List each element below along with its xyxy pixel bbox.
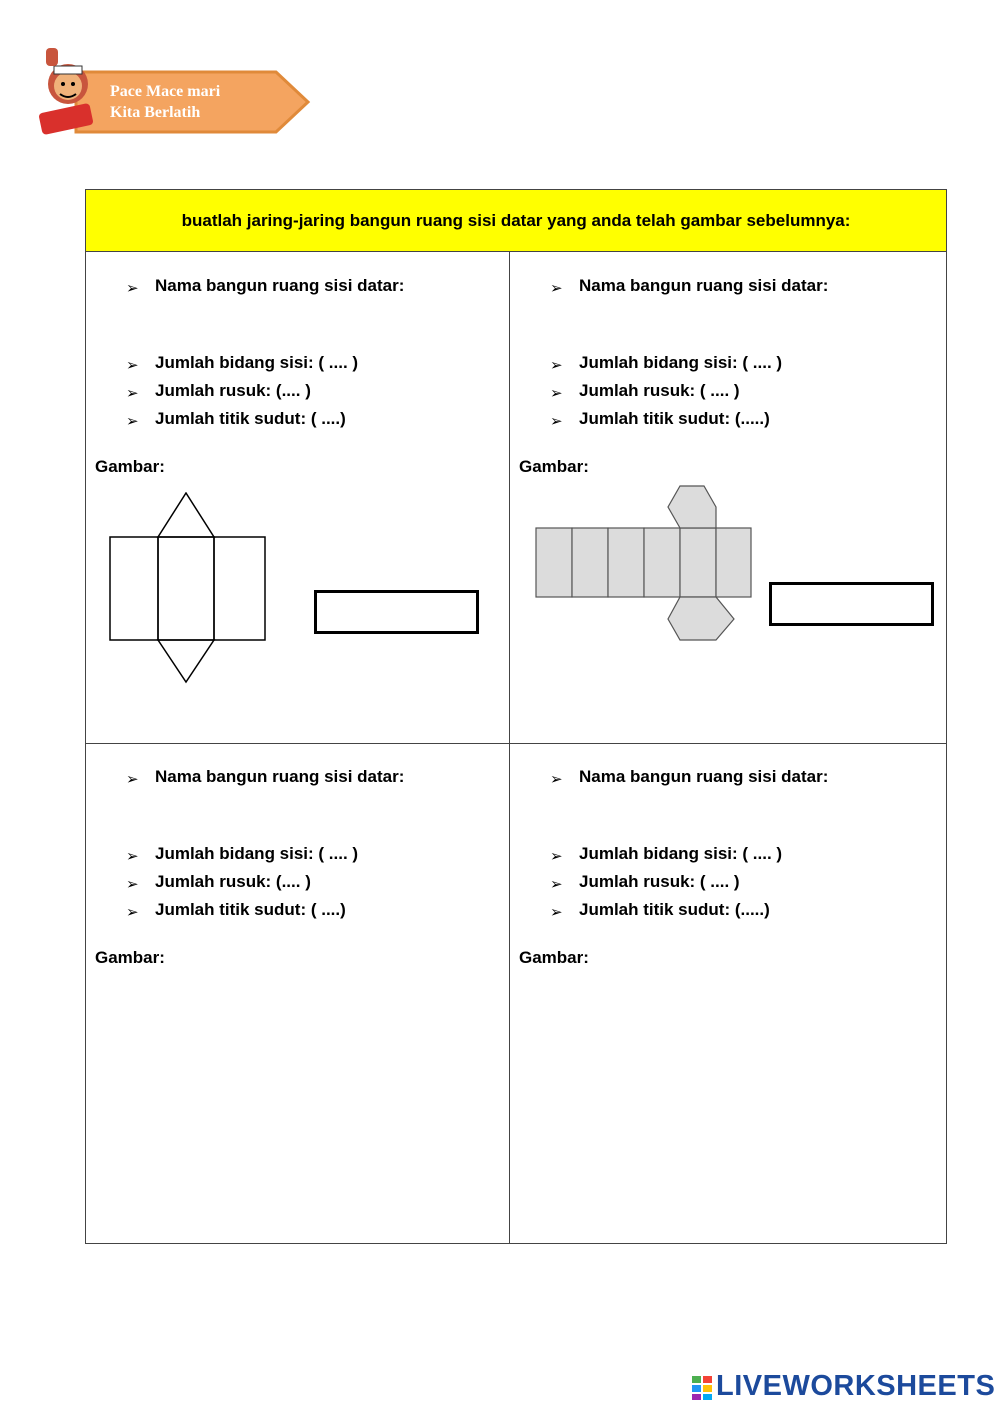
arrow-bullet-icon: ➢ <box>126 904 139 921</box>
instruction-header <box>86 190 946 252</box>
answer-box-1[interactable] <box>314 590 479 634</box>
answer-box-2[interactable] <box>769 582 934 626</box>
arrow-bullet-icon: ➢ <box>550 848 563 865</box>
cell-1: ➢ Nama bangun ruang sisi datar: ➢ Jumlah bidang sisi: ( .... ) ➢ Jumlah rusuk: (.... ) ➢ Jumlah titik sudut: ( ....) Gambar: <box>86 252 509 743</box>
triangular-prism-net-figure <box>108 492 268 687</box>
liveworksheets-brand[interactable] <box>690 1370 996 1410</box>
liveworksheets-logo-icon <box>692 1376 712 1400</box>
arrow-bullet-icon: ➢ <box>550 904 563 921</box>
cell-3: ➢ Nama bangun ruang sisi datar: ➢ Jumlah bidang sisi: ( .... ) ➢ Jumlah rusuk: (.... ) ➢ Jumlah titik sudut: ( ....) Gambar: <box>95 767 405 967</box>
banner-line-1: Pace Mace mari <box>110 83 221 100</box>
banner-line-2: Kita Berlatih <box>110 104 201 121</box>
arrow-bullet-icon: ➢ <box>550 357 563 374</box>
arrow-bullet-icon: ➢ <box>550 385 563 402</box>
arrow-bullet-icon: ➢ <box>126 280 139 297</box>
brand-text: LIVEWORKSHEETS <box>716 1370 996 1402</box>
arrow-bullet-icon: ➢ <box>126 876 139 893</box>
arrow-bullet-icon: ➢ <box>126 771 139 788</box>
gambar-label: Gambar: <box>519 948 589 967</box>
mascot-logo-icon <box>36 44 96 136</box>
hexagonal-prism-net-figure <box>534 484 754 642</box>
arrow-bullet-icon: ➢ <box>126 848 139 865</box>
arrow-bullet-icon: ➢ <box>550 771 563 788</box>
cell-2: ➢ Nama bangun ruang sisi datar: ➢ Jumlah bidang sisi: ( .... ) ➢ Jumlah rusuk: ( .... ) ➢ Jumlah titik sudut: (.....) Gambar: <box>510 252 947 743</box>
cell-4: ➢ Nama bangun ruang sisi datar: ➢ Jumlah bidang sisi: ( .... ) ➢ Jumlah rusuk: ( .... ) ➢ Jumlah titik sudut: (.....) Gambar: <box>519 767 829 967</box>
arrow-bullet-icon: ➢ <box>550 280 563 297</box>
banner-title <box>110 81 280 123</box>
arrow-bullet-icon: ➢ <box>126 413 139 430</box>
arrow-bullet-icon: ➢ <box>126 385 139 402</box>
gambar-label: Gambar: <box>95 457 165 476</box>
arrow-bullet-icon: ➢ <box>550 413 563 430</box>
arrow-bullet-icon: ➢ <box>550 876 563 893</box>
arrow-bullet-icon: ➢ <box>126 357 139 374</box>
gambar-label: Gambar: <box>519 457 589 476</box>
banner <box>36 44 312 136</box>
gambar-label: Gambar: <box>95 948 165 967</box>
instruction-text: buatlah jaring-jaring bangun ruang sisi datar yang anda telah gambar sebelumnya: <box>181 210 851 230</box>
worksheet-table <box>85 189 947 1244</box>
